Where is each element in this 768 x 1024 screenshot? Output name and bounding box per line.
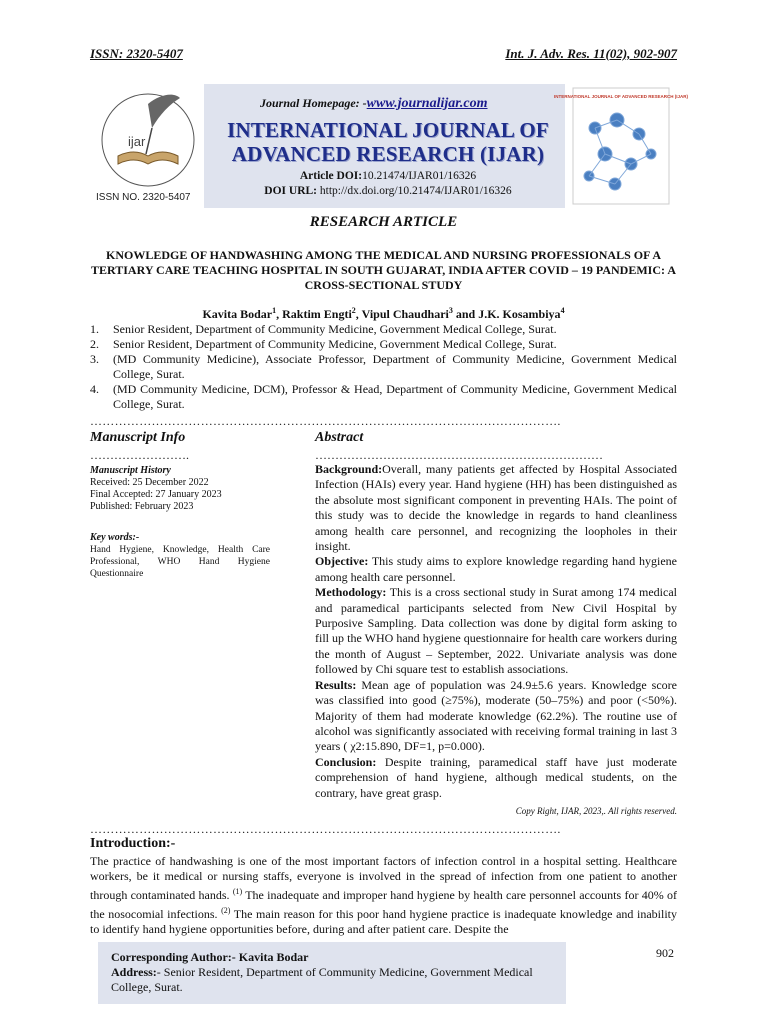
issn-label: ISSN: 2320-5407 bbox=[90, 46, 183, 61]
author-list bbox=[90, 306, 677, 322]
received-date: Received: 25 December 2022 bbox=[90, 477, 209, 488]
doi-value: 10.21474/IJAR01/16326 bbox=[362, 170, 477, 182]
citation-ref: (2) bbox=[221, 906, 231, 915]
abstract-results: Results: Mean age of population was 24.9±5.6 years. Knowledge score was classified into good (≥75%), moderate (50–75%) and poor (<50%). Majority of them had moderate knowledge (62.2%). The routine use of alcohol was significantly associated with receiving formal training in last 3 years ( χ2:15.890, DF=1, p=0.000). bbox=[315, 677, 677, 754]
author: Kavita Bodar$^1$, bbox=[202, 306, 283, 321]
author: Vipul Chaudhari$^3$ and bbox=[361, 306, 479, 321]
affiliation-item: 3. (MD Community Medicine), Associate Professor, Department of Community Medicine, Government Medical College, Surat. bbox=[90, 352, 677, 381]
affiliation-item: 4. (MD Community Medicine, DCM), Professor & Head, Department of Community Medicine, Government Medical College, Surat. bbox=[90, 382, 677, 411]
cover-title: INTERNATIONAL JOURNAL OF ADVANCED RESEARCH (IJAR) bbox=[553, 94, 689, 99]
manuscript-history: Manuscript History Received: 25 December 2022 Final Accepted: 27 January 2023 Published: February 2023 bbox=[90, 465, 270, 513]
paper-title: KNOWLEDGE OF HANDWASHING AMONG THE MEDICAL AND NURSING PROFESSIONALS OF A TERTIARY CARE TEACHING HOSPITAL IN SOUTH GUJARAT, INDIA AFTER COVID – 19 PANDEMIC: A CROSS-SECTIONAL STUDY bbox=[90, 248, 676, 292]
journal-logo bbox=[90, 84, 204, 208]
quill-book-icon bbox=[90, 84, 204, 208]
manuscript-dots: ……………………. bbox=[90, 448, 189, 462]
journal-title-line1: INTERNATIONAL JOURNAL OF bbox=[227, 118, 549, 142]
corresponding-address: - Senior Resident, Department of Community Medicine, Government Medical College, Surat. bbox=[111, 965, 533, 994]
citation-label: Int. J. Adv. Res. 11(02), 902-907 bbox=[505, 46, 677, 61]
homepage-label: Journal Homepage: - bbox=[260, 96, 367, 110]
introduction-body: The practice of handwashing is one of the most important factors of infection control in a hospital setting. Healthcare workers, be it medical or nursing staffs, everyone is involved in the spread of infection from one patient to another through contaminated hands. $^{(1)}$ The inadequate and improper hand hygiene by health care personnel accounts for 40% of the nosocomial infections. $^{(2)}$ The main reason for this poor hand hygiene practice is inadequate knowledge and inability to identify hand hygiene opportunities before, during and after patient care. Despite the bbox=[90, 854, 678, 936]
separator-dots: ……………………………………………………………………………………………………. bbox=[90, 822, 561, 836]
abstract-background: Background:Overall, many patients get affected by Hospital Associated Infection (HAIs) every year. Hand hygiene (HH) has been distinguished as the absolute most significant component in preventing HAIs. The point of this study was to decide the knowledge in regards to hand cleanliness among health care personnel, and recognizing the loopholes in their insight. bbox=[315, 462, 677, 554]
doi-url-link[interactable]: http://dx.doi.org/10.21474/IJAR01/16326 bbox=[319, 185, 512, 197]
manuscript-info-heading: Manuscript Info bbox=[90, 430, 186, 445]
journal-title bbox=[218, 118, 558, 166]
corresponding-author-label: Corresponding Author:- Kavita Bodar bbox=[111, 950, 309, 964]
page-number: 902 bbox=[656, 946, 674, 960]
journal-title-line2: ADVANCED RESEARCH (IJAR) bbox=[231, 142, 545, 166]
doi-label: Article DOI: bbox=[299, 170, 363, 182]
copyright-notice: Copy Right, IJAR, 2023,. All rights reserved. bbox=[515, 806, 677, 816]
separator-dots: ……………………………………………………………………………………………………. bbox=[90, 414, 561, 428]
affiliation-item: 2. Senior Resident, Department of Community Medicine, Government Medical College, Surat. bbox=[90, 337, 557, 351]
published-date: Published: February 2023 bbox=[90, 501, 194, 512]
introduction-heading: Introduction:- bbox=[90, 836, 176, 851]
keywords-list: Hand Hygiene, Knowledge, Health Care Professional, WHO Hand Hygiene Questionnaire bbox=[90, 545, 270, 579]
abstract-objective: Objective: This study aims to explore knowledge regarding hand hygiene among health care personnel. bbox=[315, 554, 677, 584]
logo-text: ijar bbox=[128, 134, 146, 149]
abstract-methodology: Methodology: This is a cross sectional study in Surat among 174 medical and paramedical participants selected from New Civil Hospital by Purposive Sampling. Data collection was done by digital form asking to fill up the WHO hand hygiene questionnaire for health care workers during the month of August – September, 2022. Univariate analysis was done followed by Chi square test to establish associations. bbox=[315, 585, 677, 677]
author: J.K. Kosambiya$^4$ bbox=[478, 306, 565, 321]
citation-ref: (1) bbox=[232, 887, 243, 896]
doi-block bbox=[218, 169, 558, 199]
logo-issn: ISSN NO. 2320-5407 bbox=[96, 192, 191, 203]
abstract-conclusion: Conclusion: Despite training, paramedical staff have just moderate comprehension of hand hygiene, although medical students, on the contrary, have great grasp. bbox=[315, 754, 677, 800]
journal-homepage bbox=[260, 96, 488, 112]
corresponding-author: Corresponding Author:- Kavita Bodar Address:- Senior Resident, Department of Community Medicine, Government Medical College, Surat. bbox=[111, 950, 533, 994]
accepted-date: Final Accepted: 27 January 2023 bbox=[90, 489, 222, 500]
keywords-block: Key words:- Hand Hygiene, Knowledge, Health Care Professional, WHO Hand Hygiene Questionnaire bbox=[90, 532, 270, 579]
abstract-dots: ……………………………………………………………… bbox=[315, 448, 603, 462]
abstract-body bbox=[315, 462, 677, 801]
abstract-heading: Abstract bbox=[315, 430, 364, 445]
doi-url-label: DOI URL: bbox=[264, 185, 318, 197]
section-heading: RESEARCH ARTICLE bbox=[309, 214, 458, 230]
homepage-link[interactable]: www.journalijar.com bbox=[366, 96, 488, 111]
journal-cover-image bbox=[553, 84, 689, 208]
author: Raktim Engti$^2$, bbox=[282, 306, 362, 321]
affiliation-item: 1. Senior Resident, Department of Community Medicine, Government Medical College, Surat. bbox=[90, 322, 557, 336]
